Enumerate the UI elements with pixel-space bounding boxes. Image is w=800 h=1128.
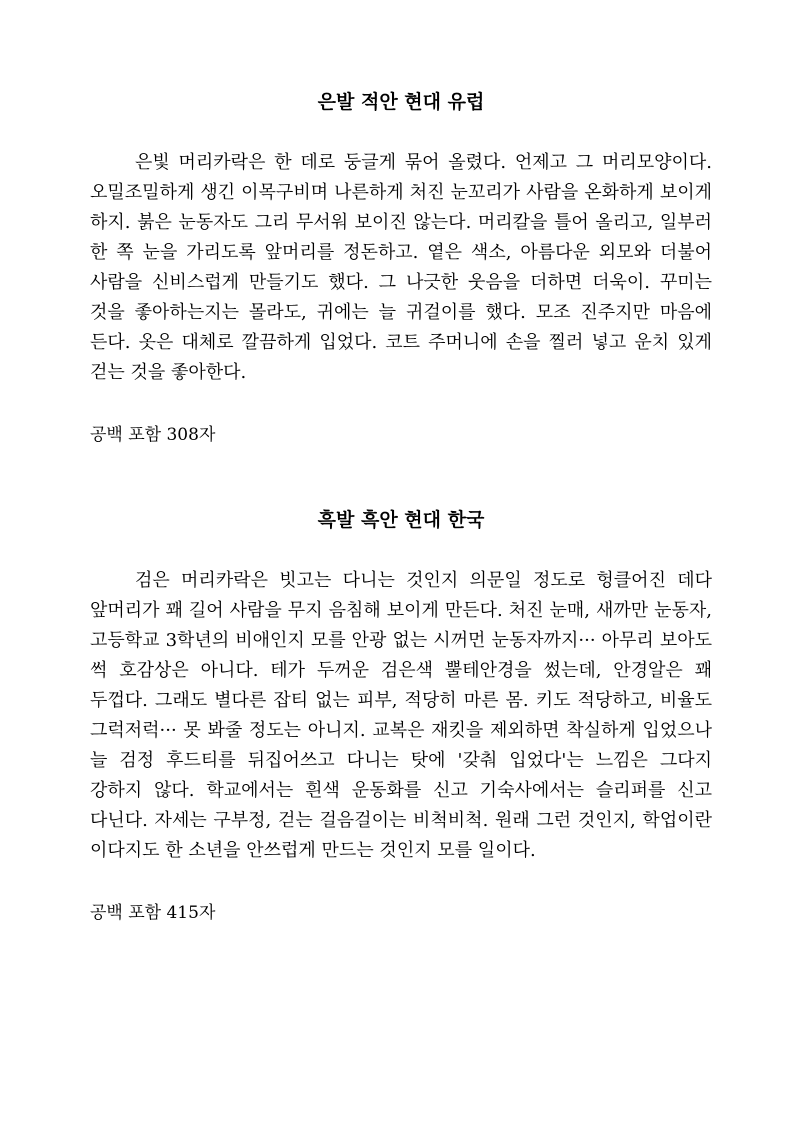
- profile-section-2: [90, 506, 712, 926]
- character-count: 공백 포함 415자: [90, 903, 216, 923]
- section-title: 흑발 흑안 현대 한국: [317, 509, 485, 531]
- section-body: 은빛 머리카락은 한 데로 둥글게 묶어 올렸다. 언제고 그 머리모양이다. 오밀조밀하게 생긴 이목구비며 나른하게 처진 눈꼬리가 사람을 온화하게 보이게 하지. 붉은 눈동자도 그리 무서워 보이진 않는다. 머리칼을 틀어 올리고, 일부러 한 쪽 눈을 가리도록 앞머리를 정돈하고. 옅은 색소, 아름다운 외모와 더불어 사람을 신비스럽게 만들기도 했다. 그 나긋한 웃음을 더하면 더욱이. 꾸미는 것을 좋아하는지는 몰라도, 귀에는 늘 귀걸이를 했다. 모조 진주지만 마음에 든다. 옷은 대체로 깔끔하게 입었다. 코트 주머니에 손을 찔러 넣고 운치 있게 걷는 것을 좋아한다.: [90, 152, 712, 383]
- section-title: 은발 적안 현대 유럽: [317, 91, 485, 113]
- profile-section-1: [90, 88, 712, 448]
- character-count: 공백 포함 308자: [90, 425, 216, 445]
- section-body: 검은 머리카락은 빗고는 다니는 것인지 의문일 정도로 헝클어진 데다 앞머리가 꽤 길어 사람을 무지 음침해 보이게 만든다. 처진 눈매, 새까만 눈동자, 고등학교 3학년의 비애인지 모를 안광 없는 시꺼먼 눈동자까지··· 아무리 보아도 썩 호감상은 아니다. 테가 두꺼운 검은색 뿔테안경을 썼는데, 안경알은 꽤 두껍다. 그래도 별다른 잡티 없는 피부, 적당히 마른 몸. 키도 적당하고, 비율도 그럭저럭··· 못 봐줄 정도는 아니지. 교복은 재킷을 제외하면 착실하게 입었으나 늘 검정 후드티를 뒤집어쓰고 다니는 탓에 '갖춰 입었다'는 느낌은 그다지 강하지 않다. 학교에서는 흰색 운동화를 신고 기숙사에서는 슬리퍼를 신고 다닌다. 자세는 구부정, 걷는 걸음걸이는 비척비척. 원래 그런 것인지, 학업이란 이다지도 한 소년을 안쓰럽게 만드는 것인지 모를 일이다.: [90, 570, 712, 861]
